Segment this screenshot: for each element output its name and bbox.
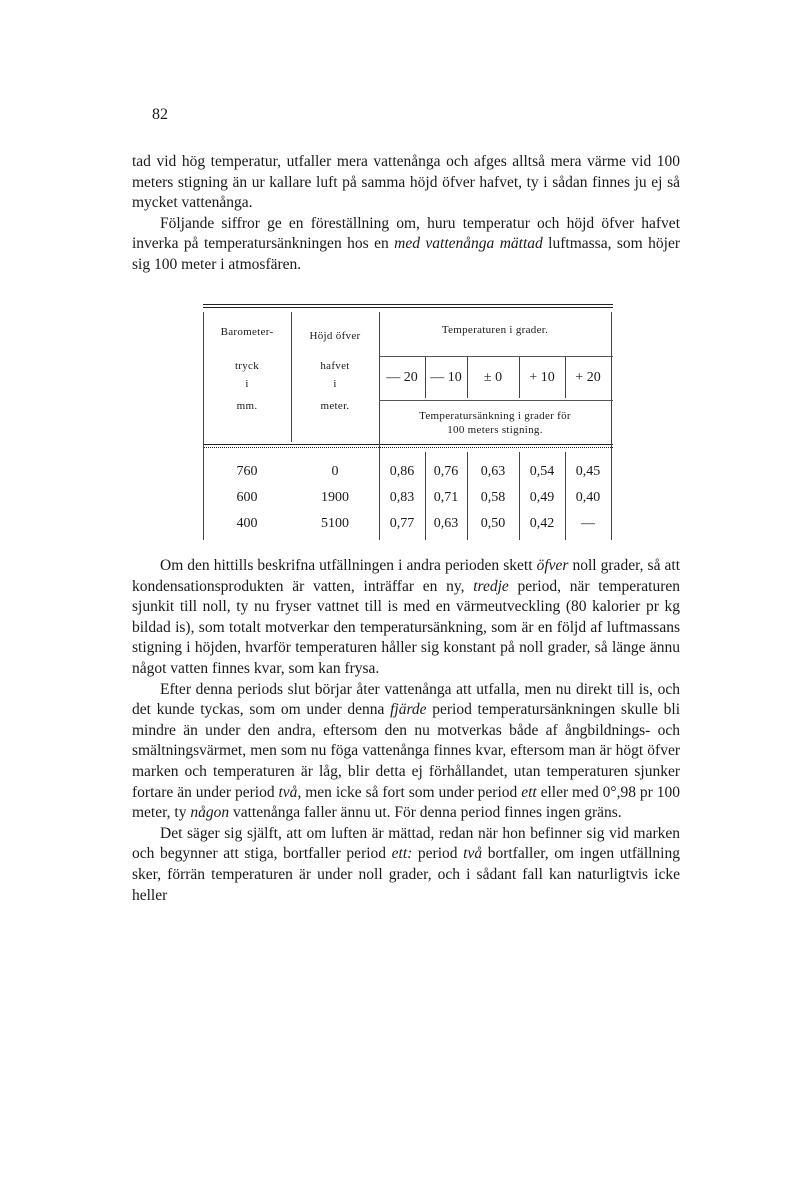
paragraph-5 — [132, 824, 680, 906]
value-cell: 0,63 — [433, 516, 459, 531]
col1-header-line2: tryck — [234, 360, 260, 372]
intro-text — [132, 152, 680, 276]
value-cell: 0,76 — [433, 464, 459, 479]
emphasis: med vattenånga mättad — [394, 235, 543, 253]
emphasis: fjärde — [390, 701, 427, 719]
col2-header-line3: i — [333, 378, 337, 390]
paragraph-1: tad vid hög temperatur, utfaller mera vattenånga och afges alltså mera värme vid 100 meters stigning än ur kallare luft på samma höjd öfver hafvet, ty i sådan finnes ju ej så mycket vattenånga. — [132, 153, 680, 212]
pressure-cell: 760 — [236, 464, 258, 479]
emphasis: öfver — [536, 557, 569, 574]
page-number: 82 — [152, 106, 168, 123]
col1-header-line4: mm. — [236, 400, 258, 412]
height-cell: 5100 — [321, 516, 349, 531]
value-cell: — — [581, 516, 595, 531]
text-run: Efter denna periods slut börjar åter vattenånga att utfalla, men nu direkt till is, och det kunde tyckas, som om under denna — [132, 680, 680, 719]
emphasis: ett: — [391, 845, 413, 863]
value-cell: 0,42 — [529, 516, 555, 531]
table-top-rule-2 — [203, 307, 613, 308]
header-bottom-rule-2 — [203, 447, 613, 448]
text-run: Om den hittills beskrifna utfällningen i andra perioden skett — [160, 557, 537, 574]
emphasis: tredje — [473, 577, 509, 595]
temp-minus20: — 20 — [386, 370, 418, 385]
paragraph-2 — [132, 214, 680, 276]
sub-header-line2: 100 meters stigning. — [447, 424, 543, 436]
text-run: noll grader, så att kondensationsprodukten är vatten, inträffar en ny, — [132, 557, 681, 595]
text-run: eller med 0°,98 pr 100 meter, ty — [132, 783, 680, 822]
text-run: luftmassa, som höjer sig 100 meter i atmosfären. — [132, 235, 680, 273]
value-cell: 0,77 — [389, 516, 415, 531]
value-cell: 0,40 — [575, 490, 601, 505]
value-cell: 0,86 — [389, 464, 415, 479]
text-run: Följande siffror ge en föreställning om, huru temperatur och höjd öfver hafvet inverka på temperatursänkningen hos en — [132, 214, 680, 253]
temp-header-rule — [379, 356, 613, 357]
header-bottom-rule — [203, 444, 613, 445]
emphasis: någon — [190, 804, 230, 822]
paragraph-4 — [132, 680, 680, 824]
temperature-table — [203, 304, 613, 540]
emphasis: två — [278, 783, 298, 801]
col1-header-line1: Barometer- — [220, 326, 274, 338]
paragraph-3 — [132, 556, 680, 680]
temp-minus10: — 10 — [430, 370, 462, 385]
emphasis: två — [463, 845, 483, 863]
text-run: Det säger sig själft, att om luften är mättad, redan när hon befinner sig vid marken och begynner att stiga, bortfaller period — [132, 824, 680, 863]
value-cell: 0,71 — [433, 490, 459, 505]
text-run: , men icke så fort som under period — [297, 783, 522, 801]
value-cell: 0,49 — [529, 490, 555, 505]
value-cell: 0,54 — [529, 464, 555, 479]
sub-header-line1: Temperatursänkning i grader för — [419, 410, 571, 422]
body-text — [132, 556, 680, 906]
temperature-header: Temperaturen i grader. — [441, 324, 549, 336]
temp-plus20: + 20 — [575, 370, 601, 385]
value-cell: 0,83 — [389, 490, 415, 505]
col2-header-line4: meter. — [320, 400, 350, 412]
col2-header-line1: Höjd öfver — [309, 330, 361, 342]
value-cell: 0,63 — [480, 464, 506, 479]
table-top-rule — [203, 304, 613, 305]
pressure-cell: 400 — [236, 516, 258, 531]
col1-header-line3: i — [245, 378, 249, 390]
height-cell: 0 — [331, 464, 339, 479]
value-cell: 0,50 — [480, 516, 506, 531]
text-run: period — [412, 845, 464, 863]
text-run: vattenånga faller ännu ut. För denna period finnes ingen gräns. — [229, 804, 622, 822]
value-cell: 0,45 — [575, 464, 601, 479]
temp-zero: ± 0 — [483, 370, 503, 385]
temp-values-rule — [379, 400, 613, 401]
text-run: period temperatursänkningen skulle bli mindre än under den andra, eftersom den nu motverkas både af ångbildnings- och smältningsvärmet, men som nu föga vattenånga finnes kvar, eftersom man är högt öfver marken och temperaturen är låg, blir detta ej förhållandet, utan temperaturen sjunker fortare än under period — [132, 701, 681, 801]
value-cell: 0,58 — [480, 490, 506, 505]
pressure-cell: 600 — [236, 490, 258, 505]
temp-plus10: + 10 — [529, 370, 555, 385]
text-run: bortfaller, om ingen utfällning sker, förrän temperaturen är under noll grader, och i sådant fall kan naturligtvis icke heller — [132, 845, 680, 904]
table-right-line — [611, 312, 612, 540]
emphasis: ett — [521, 783, 537, 801]
col2-header-line2: hafvet — [320, 360, 350, 372]
height-cell: 1900 — [321, 490, 349, 505]
text-run: period, när temperaturen sjunkit till noll, ty nu fryser vattnet till is med en värmeutveckling (80 kalorier pr kg bildad is), som totalt motverkar den temperatursänkning, som är en följd af luftmassans stigning i höjden, hvarför temperaturen håller sig konstant på noll grader, så länge ännu något vatten finnes kvar, som kan frysa. — [132, 577, 680, 677]
